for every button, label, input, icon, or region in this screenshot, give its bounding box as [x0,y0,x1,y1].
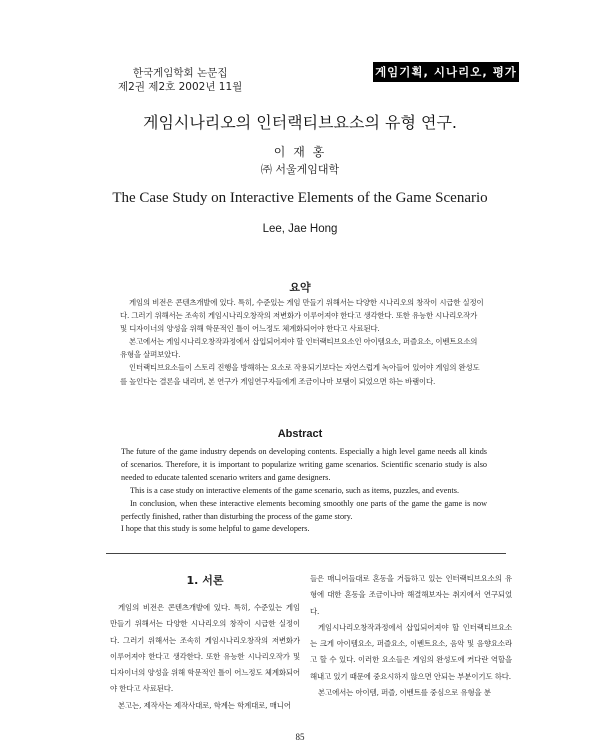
body-paragraph: 본고에서는 아이템, 퍼즐, 이벤트를 중심으로 유형을 분 [318,688,491,698]
abstract-en-paragraph: I hope that this study is some helpful to game developers. [121,524,310,534]
abstract-ko-paragraph: 게임의 비전은 콘텐츠개발에 있다. 특히, 수준있는 게임 만들기 위해서는 다양한 시나리오의 창작이 시급한 실정이다. 그러기 위해서는 조속히 게임시나리오창작의 저변화가 이루어져야 한다고 생각한다. 또한 유능한 시나리오작가 및 디자이너의 양성을 위해 학문적인 틀이 어느정도 체계화되어야 한다고 사료된다. [120,298,484,334]
paper-title-en: The Case Study on Interactive Elements of the Game Scenario [112,190,488,206]
abstract-ko-paragraph: 인터랙티브요소들이 스토리 진행을 방해하는 요소로 작용되기보다는 자연스럽게 녹아들어 있어야 게임의 완성도를 높인다는 결론을 내리며, 본 연구가 게임연구자들에게 조금이나마 보탬이 되었으면 하는 바램이다. [120,363,480,386]
category-tag: 게임기획, 시나리오, 평가 [373,62,519,82]
author-name-en: Lee, Jae Hong [262,223,338,235]
body-paragraph: 게임시나리오창작과정에서 삽입되어져야 할 인터랙티브요소는 크게 아이템요소, 퍼즐요소, 이벤트요소, 음악 및 음향요소라고 할 수 있다. 이러한 요소들은 게임의 완성도에 커다란 역할을 해내고 있기 때문에 중요시하지 않으면 안되는 부분이기도 하다. [310,622,512,681]
abstract-en-paragraph: In conclusion, when these interactive elements becoming smoothly one parts of the game the game is now perfectly finished, rather than disturbing the process of the game story. [121,498,487,521]
abstract-en-body [121,446,487,536]
body-paragraph: 들은 매니어들대로 혼동을 거듭하고 있는 인터랙티브요소의 유형에 대한 혼동을 조금이나마 해결해보자는 취지에서 연구되었다. [310,574,512,616]
journal-info [118,66,242,94]
body-column-right [310,571,512,701]
body-column-left [110,600,300,714]
section-heading: 1. 서론 [186,574,224,587]
section-divider [106,553,506,554]
author-name-ko: 이 재 홍 [273,145,327,159]
abstract-en-paragraph: The future of the game industry depends on developing contents. Especially a high level game needs all kinds of scenarios. Therefore, it is important to popularize writing game scenarios. Scientific scenario study is also needed to educate talented scenario writers and game designers. [121,447,487,482]
body-paragraph: 게임의 비전은 콘텐츠개발에 있다. 특히, 수준있는 게임 만들기 위해서는 다양한 시나리오의 창작이 시급한 실정이다. 그러기 위해서는 조속히 게임시나리오창작의 저변화가 이루어져야 한다고 생각한다. 또한 유능한 시나리오작가 및 디자이너의 양성을 위해 학문적인 틀이 어느정도 체계화되어야 한다고 사료된다. [110,603,300,694]
abstract-ko-body [120,296,484,388]
journal-name: 한국게임학회 논문집 [132,67,228,79]
paper-title-ko: 게임시나리오의 인터랙티브요소의 유형 연구. [142,113,457,132]
page-number: 85 [295,732,305,742]
author-affiliation: ㈜ 서울게임대학 [260,163,340,176]
abstract-en-heading: Abstract [277,428,323,440]
abstract-ko-paragraph: 본고에서는 게임시나리오창작과정에서 삽입되어져야 할 인터랙티브요소인 아이템요소, 퍼즐요소, 이벤트요소의 유형을 살펴보았다. [120,337,478,360]
journal-issue: 제2권 제2호 2002년 11월 [118,81,243,93]
body-paragraph: 본고는, 제작사는 제작사대로, 학계는 학계대로, 매니어 [118,700,291,710]
abstract-en-paragraph: This is a case study on interactive elements of the game scenario, such as items, puzzles, and events. [130,485,459,495]
abstract-ko-heading: 요약 [289,281,311,294]
